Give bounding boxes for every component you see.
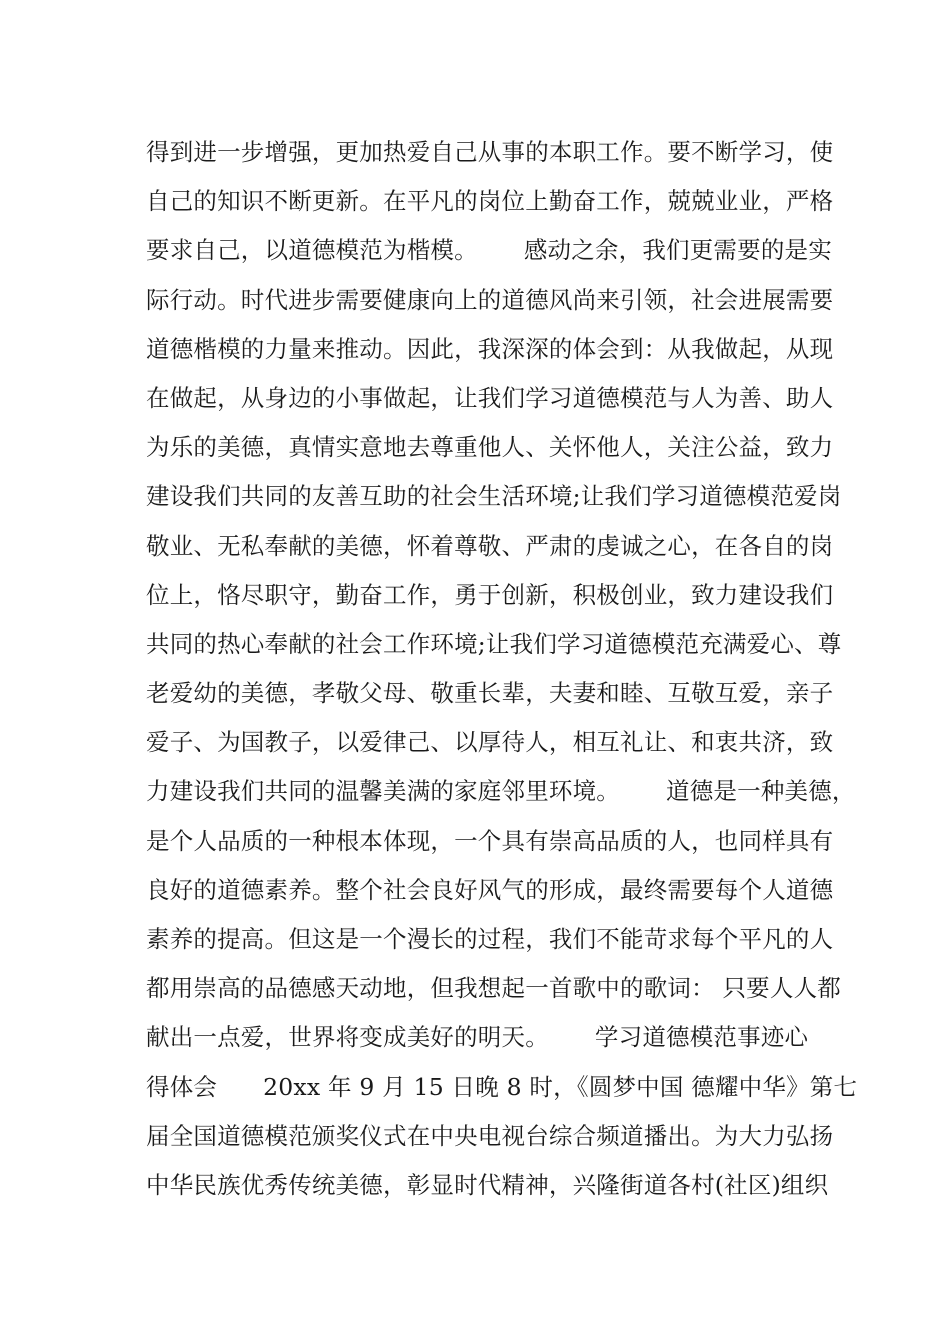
- text-line: 际行动。时代进步需要健康向上的道德风尚来引领，社会进展需要: [146, 285, 834, 314]
- text-line: 自己的知识不断更新。在平凡的岗位上勤奋工作，兢兢业业，严格: [146, 187, 834, 216]
- text-line: 良好的道德素养。整个社会良好风气的形成，最终需要每个人道德: [146, 875, 834, 904]
- text-line: 献出一点爱，世界将变成美好的明天。 学习道德模范事迹心: [146, 1023, 809, 1052]
- text-line: 老爱幼的美德，孝敬父母、敬重长辈，夫妻和睦、互敬互爱，亲子: [146, 679, 834, 708]
- text-line: 道德楷模的力量来推动。因此，我深深的体会到：从我做起，从现: [146, 334, 834, 363]
- text-line: 得体会 20xx 年 9 月 15 日晚 8 时，《圆梦中国 德耀中华》第七: [146, 1072, 858, 1101]
- text-line: 中华民族优秀传统美德，彰显时代精神，兴隆街道各村(社区)组织: [146, 1170, 829, 1199]
- text-line: 素养的提高。但这是一个漫长的过程，我们不能苛求每个平凡的人: [146, 925, 834, 953]
- text-line: 要求自己，以道德模范为楷模。 感动之余，我们更需要的是实: [146, 236, 832, 265]
- text-line: 届全国道德模范颁奖仪式在中央电视台综合频道播出。为大力弘扬: [146, 1121, 834, 1150]
- text-line: 力建设我们共同的温馨美满的家庭邻里环境。 道德是一种美德，: [146, 777, 856, 806]
- text-line: 位上，恪尽职守，勤奋工作，勇于创新，积极创业，致力建设我们: [146, 580, 834, 609]
- text-line: 在做起，从身边的小事做起，让我们学习道德模范与人为善、助人: [146, 383, 834, 412]
- text-line: 爱子、为国教子，以爱律己、以厚待人，相互礼让、和衷共济，致: [146, 728, 834, 757]
- body-text: [146, 128, 858, 1210]
- text-line: 建设我们共同的友善互助的社会生活环境;让我们学习道德模范爱岗: [146, 482, 842, 511]
- text-line: 是个人品质的一种根本体现，一个具有崇高品质的人，也同样具有: [146, 826, 834, 855]
- text-line: 敬业、无私奉献的美德，怀着尊敬、严肃的虔诚之心，在各自的岗: [146, 531, 834, 560]
- text-line: 都用崇高的品德感天动地，但我想起一首歌中的歌词： 只要人人都: [146, 974, 841, 1003]
- text-line: 共同的热心奉献的社会工作环境;让我们学习道德模范充满爱心、尊: [146, 629, 842, 658]
- text-line: 为乐的美德，真情实意地去尊重他人、关怀他人，关注公益，致力: [146, 433, 834, 462]
- text-line: 得到进一步增强，更加热爱自己从事的本职工作。要不断学习，使: [146, 138, 834, 166]
